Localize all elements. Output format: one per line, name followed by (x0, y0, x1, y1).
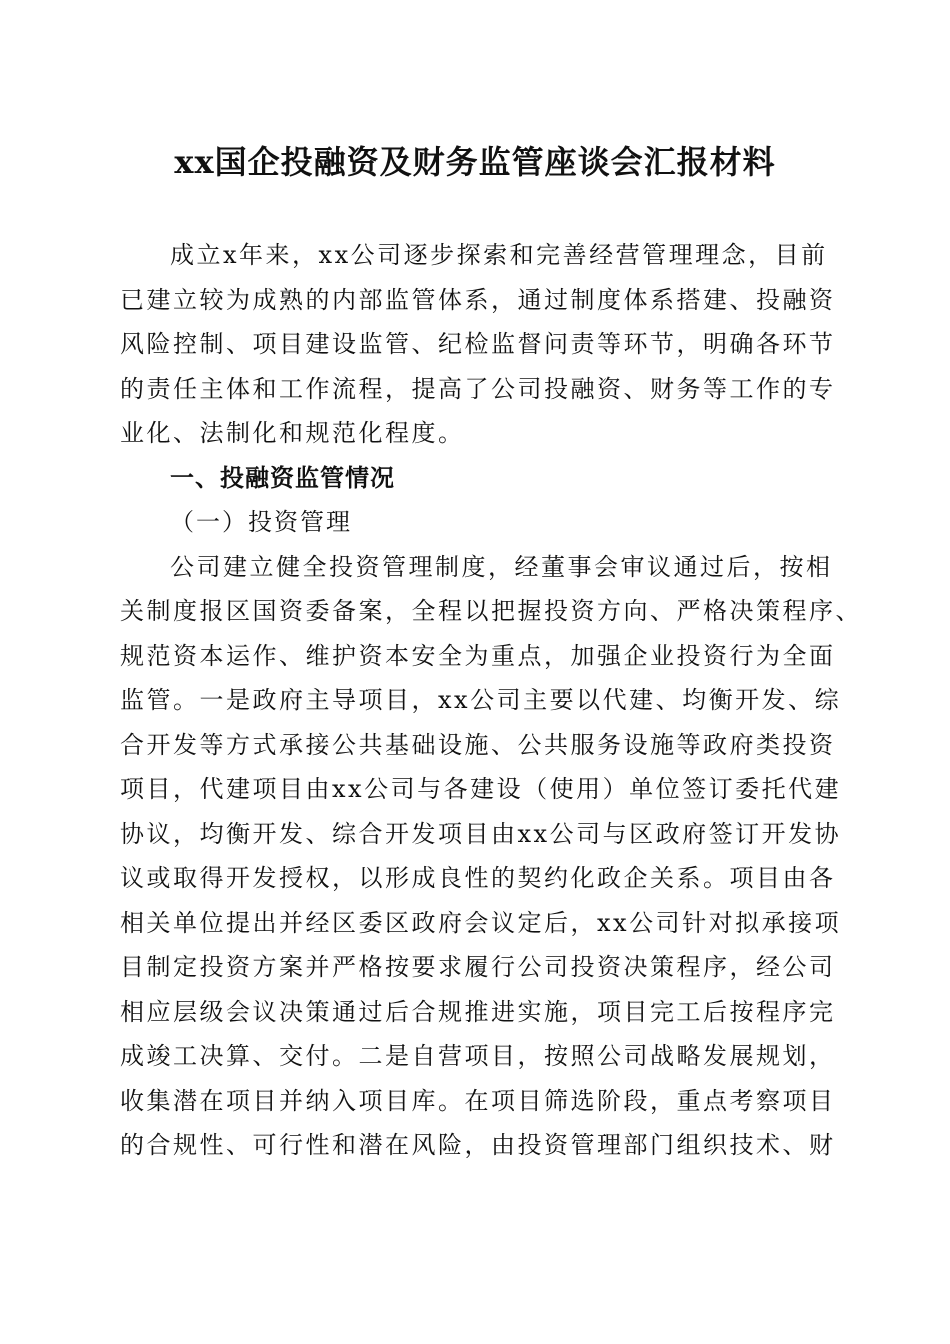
paragraph-line: 关制度报区国资委备案，全程以把握投资方向、严格决策程序、 (120, 597, 862, 625)
paragraph-line: 成竣工决算、交付。二是自营项目，按照公司战略发展规划， (120, 1042, 836, 1070)
paragraph-line: 已建立较为成熟的内部监管体系，通过制度体系搭建、投融资 (120, 285, 836, 314)
paragraph-line: 协议，均衡开发、综合开发项目由xx公司与区政府签订开发协 (120, 819, 842, 848)
paragraph-line: 合开发等方式承接公共基础设施、公共服务设施等政府类投资 (120, 730, 836, 759)
section-heading: 一、投融资监管情况 (170, 463, 395, 492)
paragraph-line: 规范资本运作、维护资本安全为重点，加强企业投资行为全面 (120, 641, 836, 670)
paragraph-line: 公司建立健全投资管理制度，经董事会审议通过后，按相 (170, 552, 833, 581)
paragraph-line: 项目，代建项目由xx公司与各建设（使用）单位签订委托代建 (120, 775, 842, 803)
paragraph-line: 监管。一是政府主导项目，xx公司主要以代建、均衡开发、综 (120, 686, 842, 714)
paragraph-line: 目制定投资方案并严格按要求履行公司投资决策程序，经公司 (120, 953, 836, 981)
paragraph-line: 的责任主体和工作流程，提高了公司投融资、财务等工作的专 (120, 374, 836, 403)
paragraph-line: 议或取得开发授权，以形成良性的契约化政企关系。项目由各 (120, 864, 836, 892)
paragraph-line: 相关单位提出并经区委区政府会议定后，xx公司针对拟承接项 (120, 908, 842, 937)
paragraph-line: 的合规性、可行性和潜在风险，由投资管理部门组织技术、财 (120, 1131, 836, 1159)
paragraph-line: 业化、法制化和规范化程度。 (120, 419, 465, 447)
paragraph-line: 收集潜在项目并纳入项目库。在项目筛选阶段，重点考察项目 (120, 1086, 836, 1115)
subsection-heading: （一）投资管理 (170, 508, 352, 536)
document-title: xx国企投融资及财务监管座谈会汇报材料 (174, 143, 776, 181)
paragraph-line: 风险控制、项目建设监管、纪检监督问责等环节，明确各环节 (120, 330, 836, 358)
paragraph-line: 成立x年来，xx公司逐步探索和完善经营管理理念，目前 (170, 241, 828, 269)
paragraph-line: 相应层级会议决策通过后合规推进实施，项目完工后按程序完 (120, 997, 836, 1026)
